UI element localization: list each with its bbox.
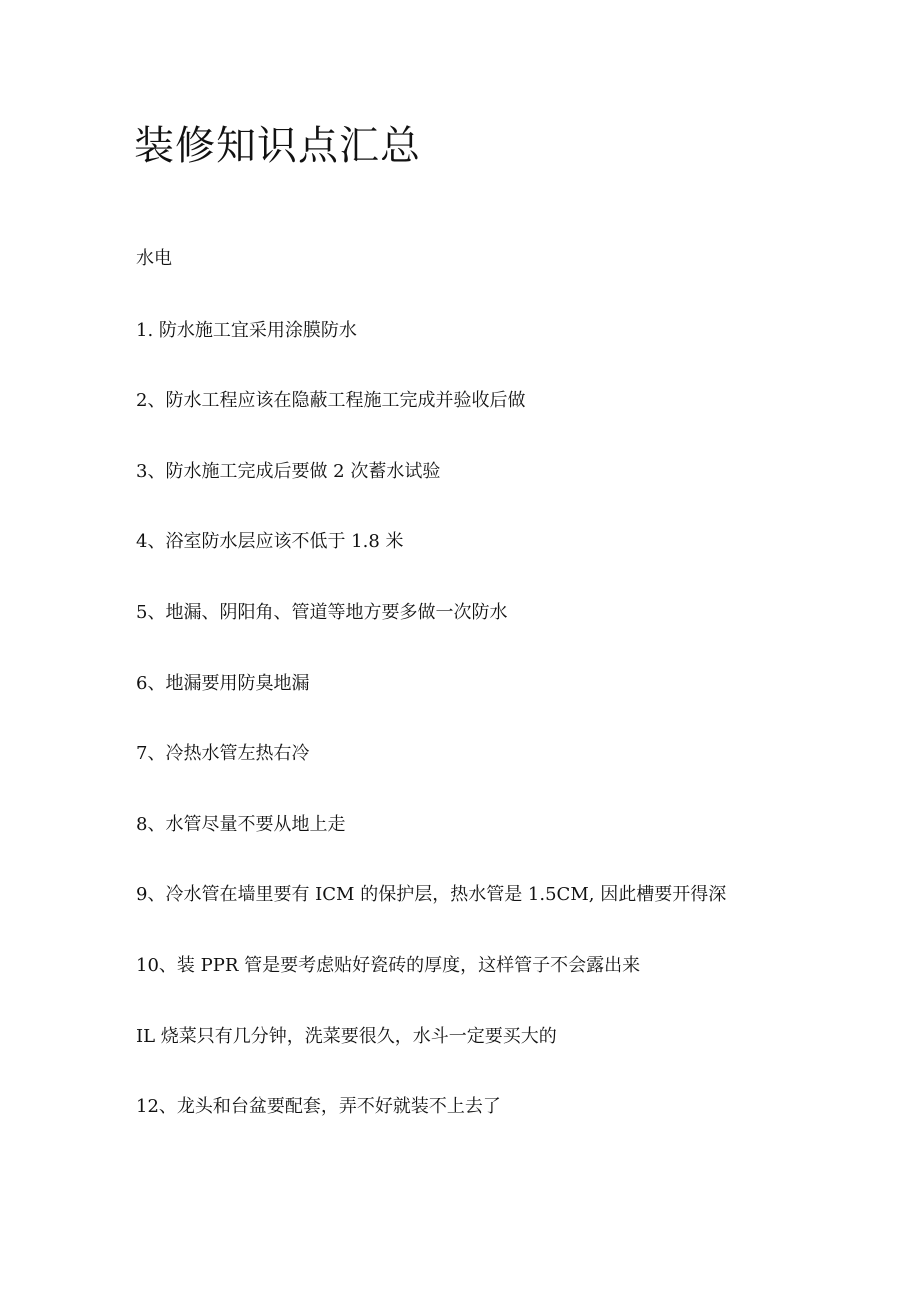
list-item: 7、冷热水管左热右冷 <box>136 743 310 764</box>
list-item: 2、防水工程应该在隐蔽工程施工完成并验收后做 <box>136 390 526 411</box>
list-item: 8、水管尽量不要从地上走 <box>136 814 346 835</box>
list-item: 10、装 PPR 管是要考虑贴好瓷砖的厚度，这样管子不会露出来 <box>136 955 641 976</box>
list-item: 4、浴室防水层应该不低于 1.8 米 <box>136 531 404 552</box>
section-heading: 水电 <box>136 248 172 269</box>
list-item: 9、冷水管在墙里要有 ICM 的保护层，热水管是 1.5CM, 因此槽要开得深 <box>136 884 727 905</box>
list-item: 3、防水施工完成后要做 2 次蓄水试验 <box>136 461 441 482</box>
list-item: 1. 防水施工宜采用涂膜防水 <box>136 320 357 341</box>
list-item: 5、地漏、阴阳角、管道等地方要多做一次防水 <box>136 602 508 623</box>
list-item: 12、龙头和台盆要配套，弄不好就装不上去了 <box>136 1096 501 1117</box>
list-item: 6、地漏要用防臭地漏 <box>136 673 310 694</box>
list-item: IL 烧菜只有几分钟，洗菜要很久，水斗一定要买大的 <box>136 1026 557 1047</box>
document-title: 装修知识点汇总 <box>134 123 421 169</box>
